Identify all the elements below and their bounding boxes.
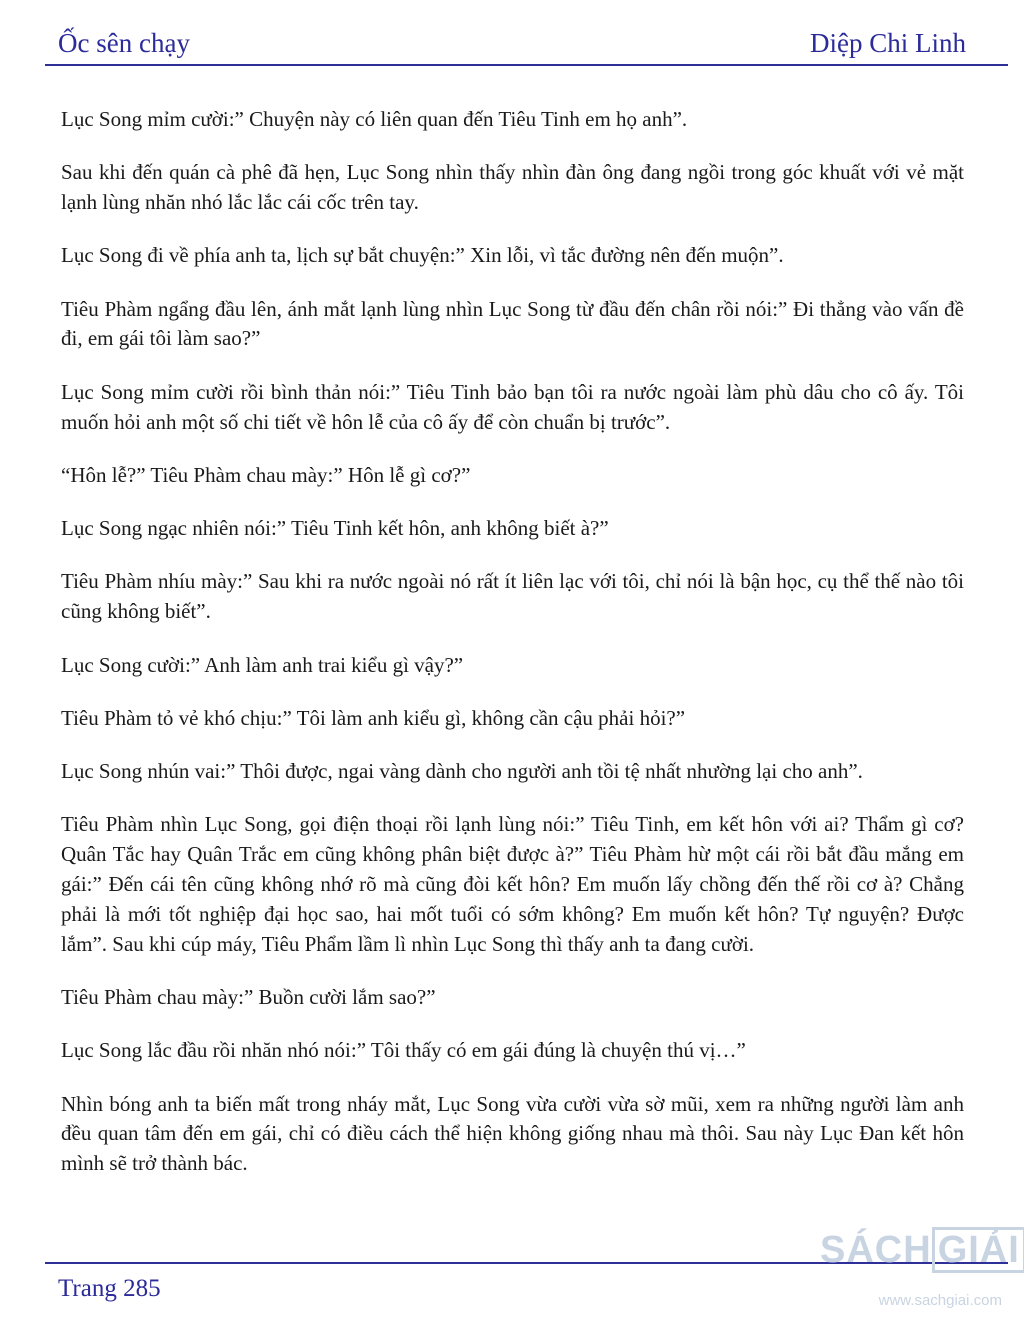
paragraph: “Hôn lễ?” Tiêu Phàm chau mày:” Hôn lễ gì cơ?” xyxy=(61,462,471,487)
paragraph: Tiêu Phàm nhíu mày:” Sau khi ra nước ngoài nó rất ít liên lạc với tôi, chỉ nói là bận học, cụ thể thế nào tôi cũng không biết”. xyxy=(61,569,964,624)
watermark-logo xyxy=(820,1227,1020,1273)
paragraph: Lục Song đi về phía anh ta, lịch sự bắt chuyện:” Xin lỗi, vì tắc đường nên đến muộn”. xyxy=(61,243,784,268)
page-body xyxy=(61,105,964,1202)
paragraph: Tiêu Phàm nhìn Lục Song, gọi điện thoại rồi lạnh lùng nói:” Tiêu Tinh, em kết hôn với ai? Thẩm gì cơ? Quân Tắc hay Quân Trắc em cũng không phân biệt được à?” Tiêu Phàm hừ một cái rồi bắt đầu mắng em gái:” Đến cái tên cũng không nhớ rõ mà cũng đòi kết hôn? Em muốn lấy chồng đến thế rồi cơ à? Chẳng phải là mới tốt nghiệp đại học sao, hai mốt tuổi có sớm không? Em muốn kết hôn? Tự nguyện? Được lắm”. Sau khi cúp máy, Tiêu Phẩm lầm lì nhìn Lục Song thì thấy anh ta đang cười. xyxy=(61,812,964,956)
paragraph: Tiêu Phàm tỏ vẻ khó chịu:” Tôi làm anh kiểu gì, không cần cậu phải hỏi?” xyxy=(61,705,686,730)
paragraph: Sau khi đến quán cà phê đã hẹn, Lục Song nhìn thấy nhìn đàn ông đang ngồi trong góc khuất với vẻ mặt lạnh lùng nhăn nhó lắc lắc cái cốc trên tay. xyxy=(61,160,964,215)
paragraph: Lục Song lắc đầu rồi nhăn nhó nói:” Tôi thấy có em gái đúng là chuyện thú vị…” xyxy=(61,1038,746,1063)
author-name: Diệp Chi Linh xyxy=(810,28,966,58)
watermark xyxy=(820,1222,1020,1317)
paragraph: Tiêu Phàm ngẩng đầu lên, ánh mắt lạnh lùng nhìn Lục Song từ đầu đến chân rồi nói:” Đi thẳng vào vấn đề đi, em gái tôi làm sao?” xyxy=(61,296,964,351)
paragraph: Lục Song mỉm cười rồi bình thản nói:” Tiêu Tinh bảo bạn tôi ra nước ngoài làm phù dâu cho cô ấy. Tôi muốn hỏi anh một số chi tiết về hôn lễ của cô ấy để còn chuẩn bị trước”. xyxy=(61,379,964,434)
paragraph: Lục Song nhún vai:” Thôi được, ngai vàng dành cho người anh tồi tệ nhất nhường lại cho anh”. xyxy=(61,759,863,784)
paragraph: Lục Song ngạc nhiên nói:” Tiêu Tinh kết hôn, anh không biết à?” xyxy=(61,516,609,541)
header-divider xyxy=(45,64,1008,66)
page-header xyxy=(0,0,1024,70)
book-title: Ốc sên chạy xyxy=(58,28,190,58)
paragraph: Lục Song cười:” Anh làm anh trai kiểu gì vậy?” xyxy=(61,652,464,677)
paragraph: Lục Song mỉm cười:” Chuyện này có liên quan đến Tiêu Tinh em họ anh”. xyxy=(61,107,688,131)
paragraph: Tiêu Phàm chau mày:” Buồn cười lắm sao?” xyxy=(61,984,436,1009)
watermark-url: www.sachgiai.com xyxy=(878,1292,1002,1309)
watermark-logo-box: GIẢI xyxy=(932,1227,1024,1273)
watermark-logo-left: SÁCH xyxy=(820,1229,932,1271)
paragraph: Nhìn bóng anh ta biến mất trong nháy mắt, Lục Song vừa cười vừa sờ mũi, xem ra những người làm anh đều quan tâm đến em gái, chỉ có điều cách thể hiện không giống nhau mà thôi. Sau này Lục Đan kết hôn mình sẽ trở thành bác. xyxy=(61,1091,964,1176)
page-number: Trang 285 xyxy=(58,1275,161,1302)
